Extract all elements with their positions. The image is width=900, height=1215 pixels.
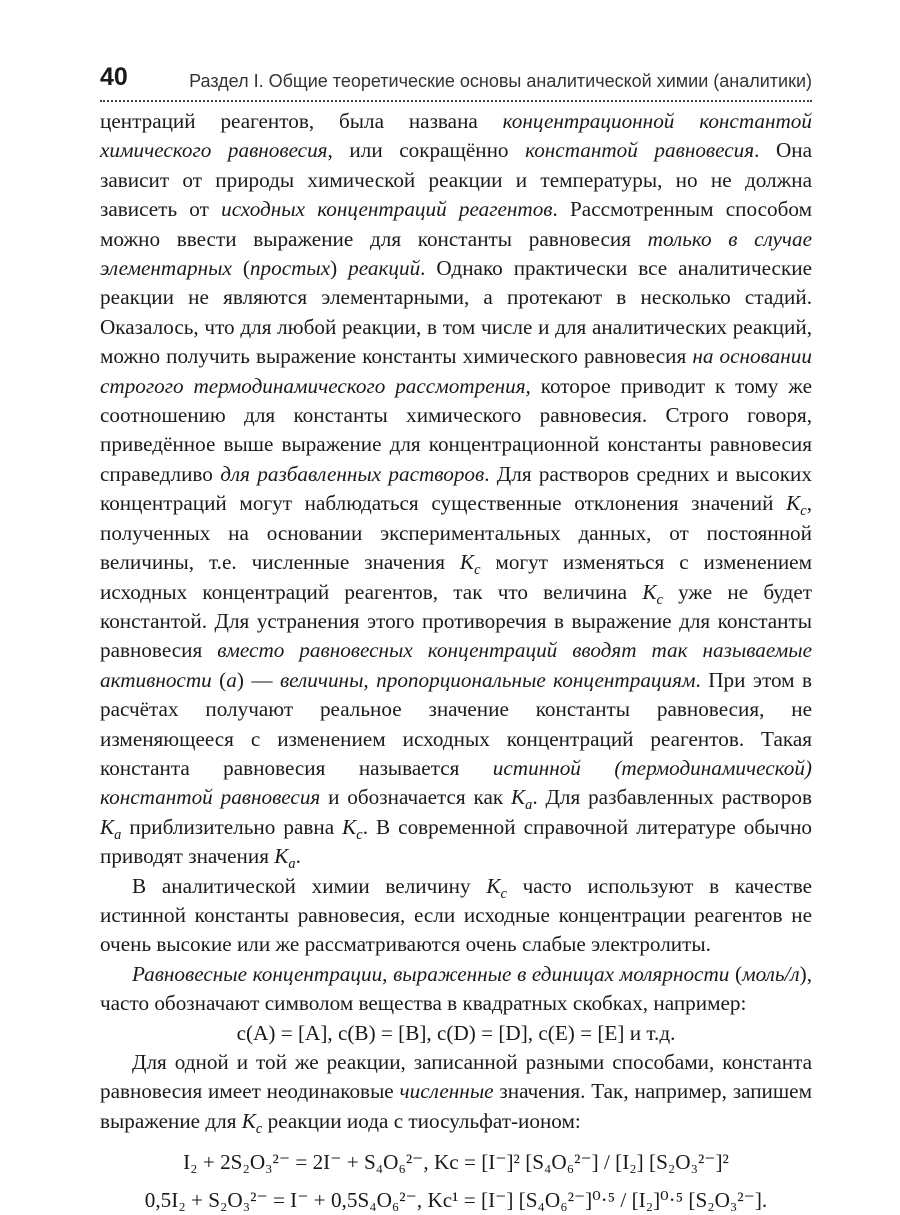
symbol-subscript: c [500,885,507,902]
symbol-k: K [511,785,526,810]
italic-term: константой равновесия [525,138,755,163]
symbol-subscript: a [525,797,533,814]
italic-term: исходных концентраций реагентов [221,197,553,222]
symbol-subscript: c [474,562,481,579]
page-number: 40 [100,63,128,91]
text-run: . [295,844,301,869]
text-run: часто используют в качестве истинной константы равновесия, если исходные концентрации реагентов не очень высокие или же рассматриваются очень слабые электролиты. [100,873,812,957]
text-run: которое приводит к тому же соотношению для константы химического равновесия. Строго говоря, приведённое выше выражение для концентрационной константы равновесия справедливо [100,373,812,486]
text-run: , полученных на основании экспериментальных данных, от постоянной величины, т.е. численные значения [100,491,812,575]
symbol-subscript: c [255,1121,263,1138]
text-run: , или сокращённо [327,138,526,163]
formula-concentrations: c(A) = [A], c(B) = [B], c(D) = [D], c(E) = [E] и т.д. [236,1020,676,1045]
text-run: . При этом в расчётах получают реальное значение константы равновесия, не изменяющееся с изменением исходных концентраций реагентов. Такая константа равновесия называется [100,667,812,780]
text-run: ) — [236,667,280,692]
text-run: центраций реагентов, была названа [100,109,503,133]
text-run: и обозначается как [320,785,511,810]
text-run: ), часто обозначают символом вещества в квадратных скобках, например: [100,961,813,1016]
symbol-k: K [342,814,357,839]
italic-term: вместо равновесных концентраций вводят так называемые активности [100,638,813,692]
italic-term: Равновесные концентрации, выраженные в единицах молярности [132,961,730,986]
symbol-subscript: a [288,856,296,873]
text-run: уже не будет константой. Для устранения этого противоречия в выражение для константы равновесия [100,579,812,663]
text-run: реакции иода с тиосульфат-ионом: [262,1108,581,1133]
text-run: . Для разбавленных растворов [532,785,812,810]
symbol-k: K [486,873,501,898]
text-run: значения. Так, например, запишем выражение для [100,1079,812,1133]
page-body [100,107,812,1215]
italic-term: моль/л [742,961,800,986]
symbol-k: K [100,814,115,839]
text-run: . Рассмотренным способом можно ввести выражение для константы равновесия [100,197,812,251]
text-run: Для одной и той же реакции, записанной разными способами, константа равновесия имеет неодинаковые [100,1050,812,1104]
paragraph-2 [100,872,812,960]
running-title: Раздел I. Общие теоретические основы аналитической химии (аналитики) [189,71,812,91]
symbol-k: K [274,844,289,869]
italic-term: a [226,667,237,692]
text-run: ) [330,256,349,281]
text-run: ( [729,961,743,986]
symbol-subscript: a [114,826,122,843]
italic-term: истинной (термодинамической) константой равновесия [100,755,812,810]
symbol-k: K [642,579,657,604]
italic-term: простых [249,256,331,281]
text-run: . Для растворов средних и высоких концентраций могут наблюдаться существенные отклонения значений [100,461,812,516]
italic-term: только в случае элементарных [100,226,813,281]
equation-2: 0,5I₂ + S₂O₃²⁻ = I⁻ + 0,5S₄O₆²⁻, Kc¹ = [I⁻] [S₄O₆²⁻]⁰·⁵ / [I₂]⁰·⁵ [S₂O₃²⁻]. [144,1187,768,1212]
symbol-k: K [459,550,475,575]
italic-term: реакций [348,256,421,281]
text-run: могут изменяться с изменением исходных концентраций реагентов, так что величина [100,550,812,604]
italic-term: величины, пропорциональные концентрациям [279,667,696,692]
text-run: . Она зависит от природы химической реакции и температуры, но не должна зависеть от [100,138,813,222]
paragraph-1 [100,107,812,872]
symbol-subscript: c [656,591,663,608]
text-run: В аналитической химии величину [132,873,487,898]
text-run: . В современной справочной литературе обычно приводят значения [100,814,813,869]
text-run: ( [211,667,227,692]
equation-1: I₂ + 2S₂O₃²⁻ = 2I⁻ + S₄O₆²⁻, Kc = [I⁻]² [S₄O₆²⁻] / [I₂] [S₂O₃²⁻]² [183,1150,729,1175]
symbol-k: K [241,1108,256,1133]
paragraph-4 [100,1048,812,1136]
text-run: . Однако практически все аналитические реакции не являются элементарными, а протекают в несколько стадий. Оказалось, что для любой реакции, в том числе и для аналитических реакций, можно получить выражение константы химического равновесия [100,256,812,369]
italic-term: на основании строгого термодинамического рассмотрения, [100,344,812,398]
paragraph-3 [100,960,812,1019]
symbol-subscript: c [356,826,363,843]
page-header [100,58,812,102]
symbol-k: K [786,491,801,516]
italic-term: численные [399,1079,494,1104]
italic-term: концентрационной константой химического равновесия [100,109,812,163]
italic-term: для разбавленных растворов [220,461,485,486]
text-run: приблизительно равна [121,814,343,839]
text-run: ( [231,256,250,281]
symbol-subscript: c [800,503,807,520]
